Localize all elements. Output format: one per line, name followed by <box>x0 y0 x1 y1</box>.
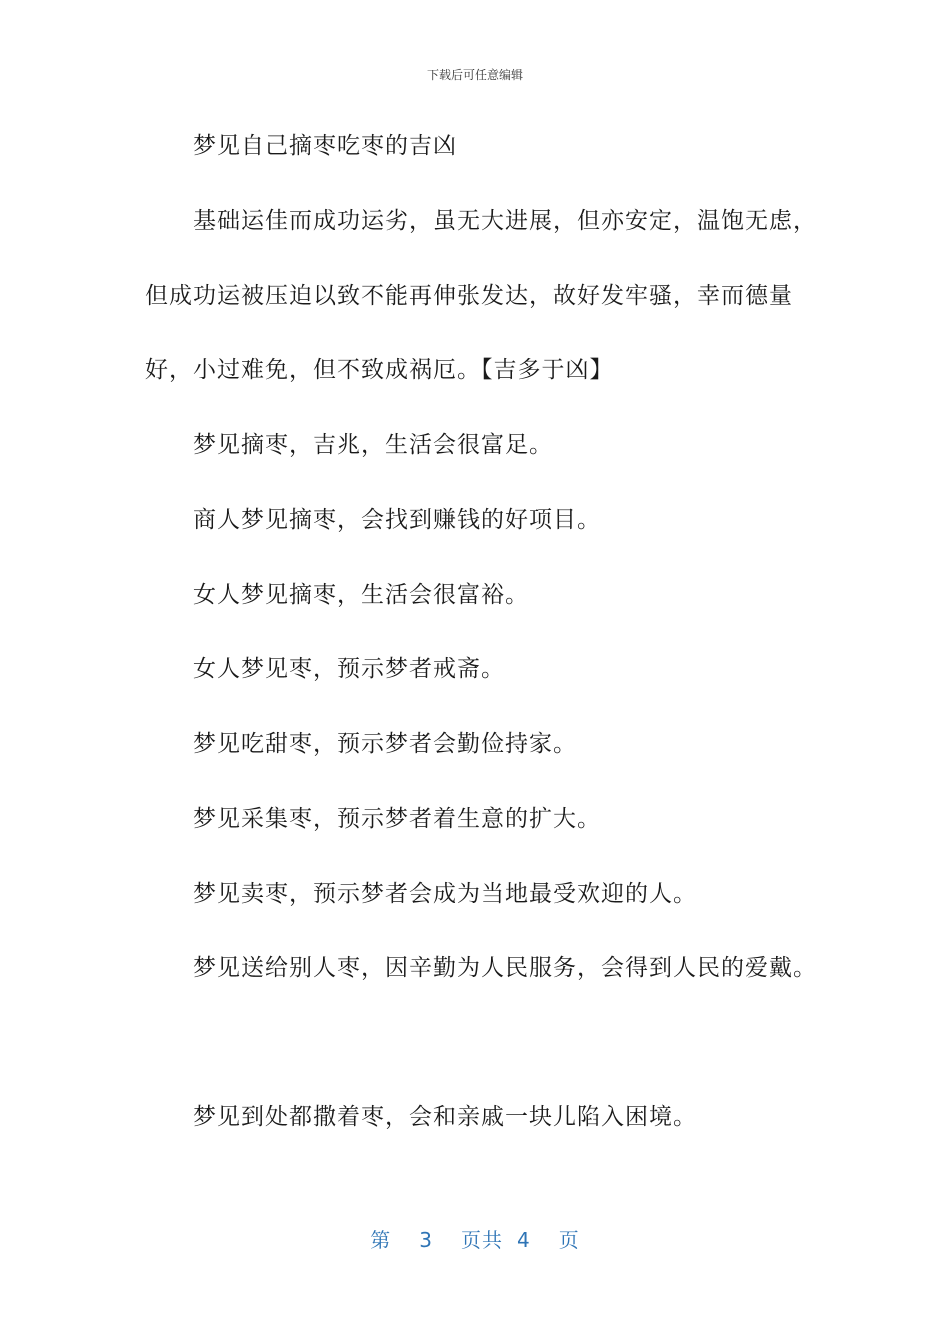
document-title: 梦见自己摘枣吃枣的吉凶 <box>193 133 457 159</box>
list-item: 女人梦见摘枣，生活会很富裕。 <box>193 582 529 608</box>
paragraph-line: 基础运佳而成功运劣，虽无大进展，但亦安定，温饱无虑， <box>193 208 817 234</box>
paragraph-line: 好，小过难免，但不致成祸厄。【吉多于凶】 <box>145 357 614 383</box>
current-page-number: 3 <box>419 1228 433 1252</box>
page-mid: 页共 <box>461 1228 503 1252</box>
list-item: 梦见摘枣，吉兆，生活会很富足。 <box>193 432 553 458</box>
list-item: 商人梦见摘枣，会找到赚钱的好项目。 <box>193 507 601 533</box>
list-item: 梦见到处都撒着枣，会和亲戚一块儿陷入困境。 <box>193 1104 697 1130</box>
page-footer <box>0 1224 950 1253</box>
page-prefix: 第 <box>370 1228 392 1252</box>
list-item: 梦见卖枣，预示梦者会成为当地最受欢迎的人。 <box>193 881 697 907</box>
total-pages-number: 4 <box>517 1228 531 1252</box>
page-header: 下载后可任意编辑 <box>426 68 523 82</box>
paragraph-line: 但成功运被压迫以致不能再伸张发达，故好发牢骚，幸而德量 <box>145 283 793 309</box>
list-item: 梦见采集枣，预示梦者着生意的扩大。 <box>193 806 601 832</box>
page-suffix: 页 <box>558 1228 580 1252</box>
list-item: 女人梦见枣，预示梦者戒斋。 <box>193 656 505 682</box>
list-item: 梦见吃甜枣，预示梦者会勤俭持家。 <box>193 731 577 757</box>
list-item: 梦见送给别人枣，因辛勤为人民服务，会得到人民的爱戴。 <box>193 955 817 981</box>
